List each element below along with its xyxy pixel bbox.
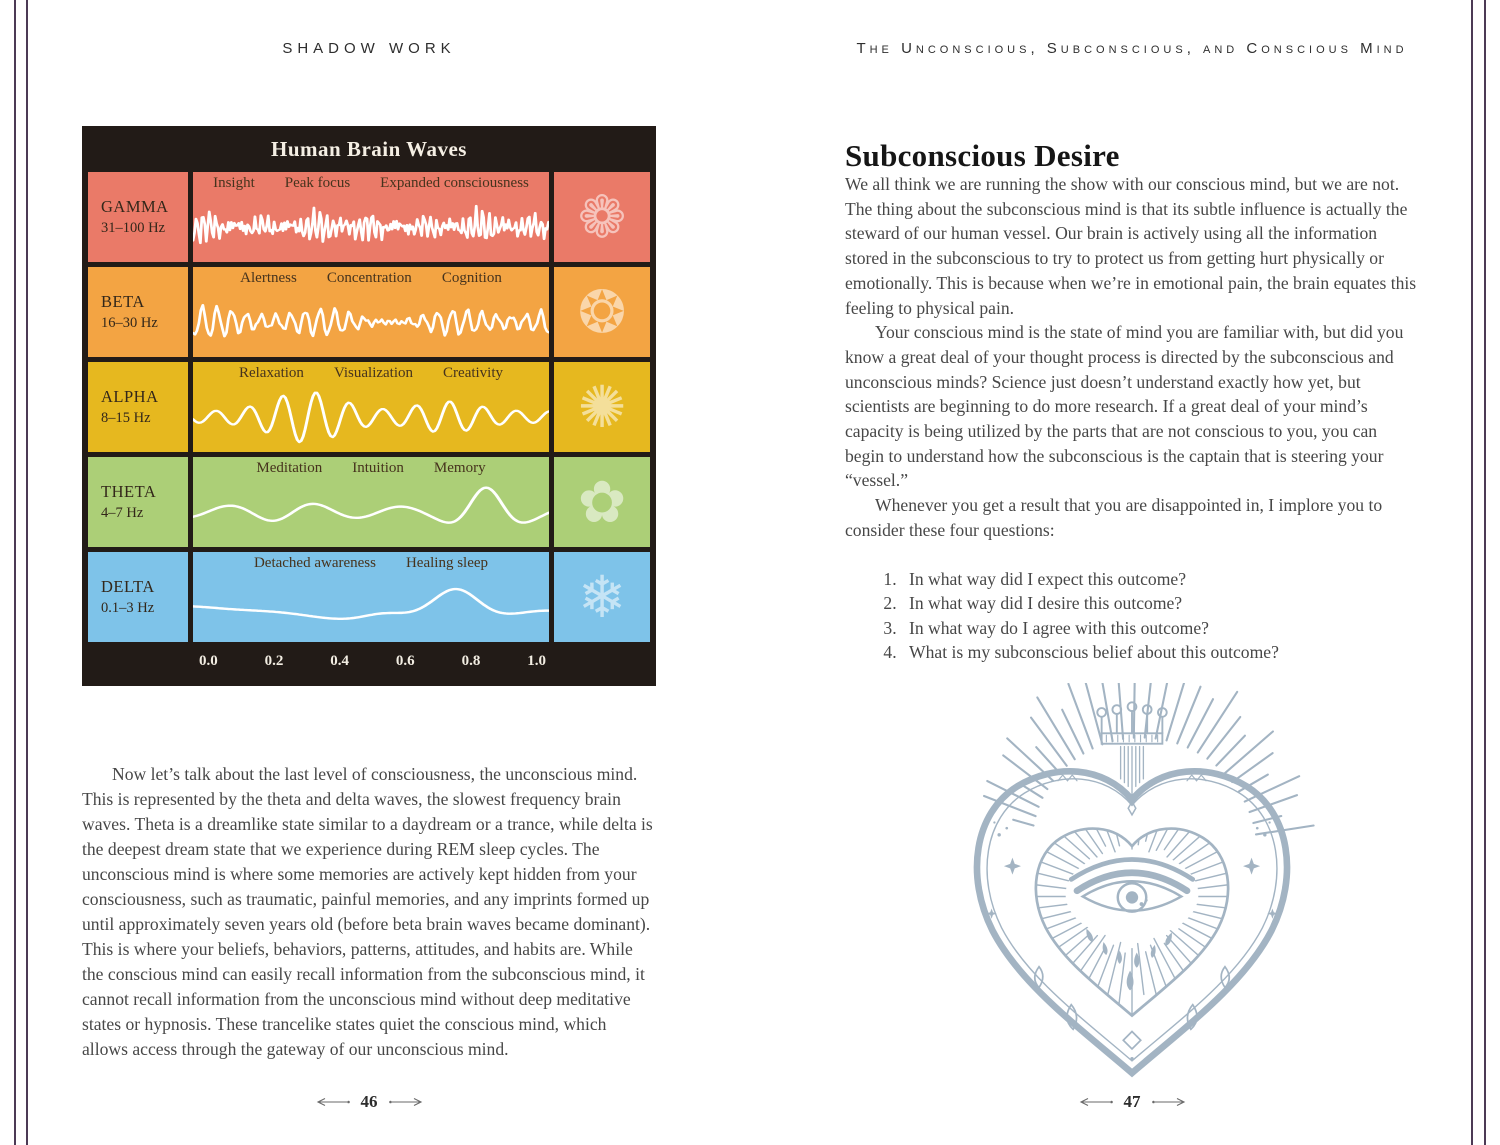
band-keywords <box>193 555 549 572</box>
folio-flourish-left-icon <box>315 1096 351 1108</box>
x-axis <box>193 642 554 680</box>
chart-grid <box>88 172 650 642</box>
gamma-wave-cell <box>193 172 549 262</box>
page-number: 47 <box>1123 1092 1141 1111</box>
section-title: Subconscious Desire <box>845 138 1120 173</box>
keyword: Expanded consciousness <box>380 175 529 191</box>
eightfold-mandala-icon: ❁ <box>577 183 627 251</box>
sacred-heart-illustration <box>942 683 1322 1091</box>
keyword: Concentration <box>326 270 412 286</box>
question-item: 2. In what way did I desire this outcome? <box>901 591 1419 616</box>
band-frequency: 0.1–3 Hz <box>101 600 155 616</box>
band-name: GAMMA <box>101 197 169 216</box>
folio-flourish-right-icon <box>1151 1096 1187 1108</box>
beta-waveform <box>193 287 549 357</box>
axis-tick: 1.0 <box>527 652 546 669</box>
paragraph: Now let’s talk about the last level of consciousness, the unconscious mind. This is represented by the theta and delta waves, the slowest frequency brain waves. Theta is a dreamlike state similar to a daydream or a trance, while delta is the deepest dream state that we experience during REM sleep cycles. The unconscious mind is where some memories are actively kept hidden from your consciousness, such as traumatic, painful memories, and any imprints formed up until approximately seven years old (before beta brain waves became dominant). This is where your beliefs, behaviors, patterns, attitudes, and habits are. While the conscious mind can easily recall information from the subconscious mind, it cannot recall information from the unconscious mind without deep meditative states or hypnosis. These trancelike states quiet the conscious mind, which allows access through the gateway of our unconscious mind. <box>82 764 653 1059</box>
band-keywords <box>193 460 549 477</box>
band-name: DELTA <box>101 577 155 596</box>
four-questions-list <box>879 567 1419 665</box>
keyword: Healing sleep <box>405 555 489 571</box>
round-mandala-icon: ❂ <box>577 278 627 346</box>
book-edge-line <box>1471 0 1473 1145</box>
keyword: Detached awareness <box>253 555 376 571</box>
theta-label-cell <box>88 457 188 547</box>
paragraph: We all think we are running the show with our conscious mind, but we are not. The thing about the subconscious mind is that its subtle influence is actually the steward of our human vessel. Our brain is actively using all the information stored in the subconscious to try to protect us from getting hurt physically or emotionally. This is because when we’re in emotional pain, the brain equates this feeling to physical pain. <box>845 174 1417 318</box>
axis-tick: 0.6 <box>395 652 415 669</box>
right-running-head: The Unconscious, Subconscious, and Conscious Mind <box>856 40 1408 57</box>
left-body-text <box>82 762 656 1062</box>
axis-tick: 0.0 <box>199 652 218 669</box>
delta-wave-cell <box>193 552 549 642</box>
page-number: 46 <box>360 1092 378 1111</box>
right-folio <box>845 1092 1419 1112</box>
keyword: Peak focus <box>284 175 351 191</box>
band-keywords <box>193 365 549 382</box>
delta-waveform <box>193 572 549 642</box>
left-folio <box>82 1092 656 1112</box>
band-frequency: 31–100 Hz <box>101 220 166 236</box>
axis-tick: 0.8 <box>461 652 481 669</box>
left-running-head: SHADOW WORK <box>282 40 456 57</box>
theta-wave-cell <box>193 457 549 547</box>
axis-tick: 0.4 <box>330 652 350 669</box>
beta-wave-cell <box>193 267 549 357</box>
snowflake-mandala-icon: ❄ <box>577 563 627 631</box>
alpha-label-cell <box>88 362 188 452</box>
question-item: 1. In what way did I expect this outcome? <box>901 567 1419 592</box>
question-item: 3. In what way do I agree with this outcome? <box>901 616 1419 641</box>
keyword: Memory <box>433 460 486 476</box>
keyword: Intuition <box>352 460 404 476</box>
keyword: Visualization <box>333 365 414 381</box>
beta-label-cell <box>88 267 188 357</box>
chart-title: Human Brain Waves <box>271 136 467 161</box>
gamma-icon-cell <box>554 172 650 262</box>
paragraph: Whenever you get a result that you are disappointed in, I implore you to consider these four questions: <box>845 495 1383 540</box>
keyword: Relaxation <box>238 365 304 381</box>
sacred-heart-eye-icon <box>942 683 1322 1091</box>
folio-flourish-left-icon <box>1078 1096 1114 1108</box>
keyword: Meditation <box>256 460 323 476</box>
theta-waveform <box>193 477 549 547</box>
band-name: THETA <box>101 482 157 501</box>
paragraph: Your conscious mind is the state of mind you are familiar with, but did you know a great deal of your thought process is directed by the subconscious and unconscious minds? Science just doesn’t understand exactly how yet, but scientists are beginning to do more research. If a great deal of your mind’s capacity is being utilized by the parts that are not conscious to you, you can begin to understand how the subconscious is the captain that is steering your “vessel.” <box>845 322 1404 491</box>
alpha-wave-cell <box>193 362 549 452</box>
book-edge-line <box>1484 0 1486 1145</box>
book-edge-line <box>14 0 16 1145</box>
band-name: ALPHA <box>101 387 159 406</box>
delta-label-cell <box>88 552 188 642</box>
book-edge-line <box>26 0 28 1145</box>
axis-tick: 0.2 <box>264 652 284 669</box>
keyword: Creativity <box>443 365 504 381</box>
theta-icon-cell <box>554 457 650 547</box>
delta-icon-cell <box>554 552 650 642</box>
brain-waves-chart <box>82 126 656 686</box>
right-body-text <box>845 172 1419 665</box>
band-frequency: 4–7 Hz <box>101 505 144 521</box>
alpha-waveform <box>193 382 549 452</box>
keyword: Insight <box>213 175 255 191</box>
band-frequency: 16–30 Hz <box>101 315 158 331</box>
band-keywords <box>193 175 549 192</box>
band-name: BETA <box>101 292 145 311</box>
sunburst-icon: ✺ <box>577 373 627 441</box>
alpha-icon-cell <box>554 362 650 452</box>
keyword: Cognition <box>441 270 502 286</box>
folio-flourish-right-icon <box>388 1096 424 1108</box>
flower-mandala-icon: ✿ <box>577 468 627 536</box>
question-item: 4. What is my subconscious belief about this outcome? <box>901 640 1419 665</box>
keyword: Alertness <box>240 270 297 286</box>
gamma-waveform <box>193 192 549 262</box>
band-frequency: 8–15 Hz <box>101 410 151 426</box>
band-keywords <box>193 270 549 287</box>
beta-icon-cell <box>554 267 650 357</box>
gamma-label-cell <box>88 172 188 262</box>
